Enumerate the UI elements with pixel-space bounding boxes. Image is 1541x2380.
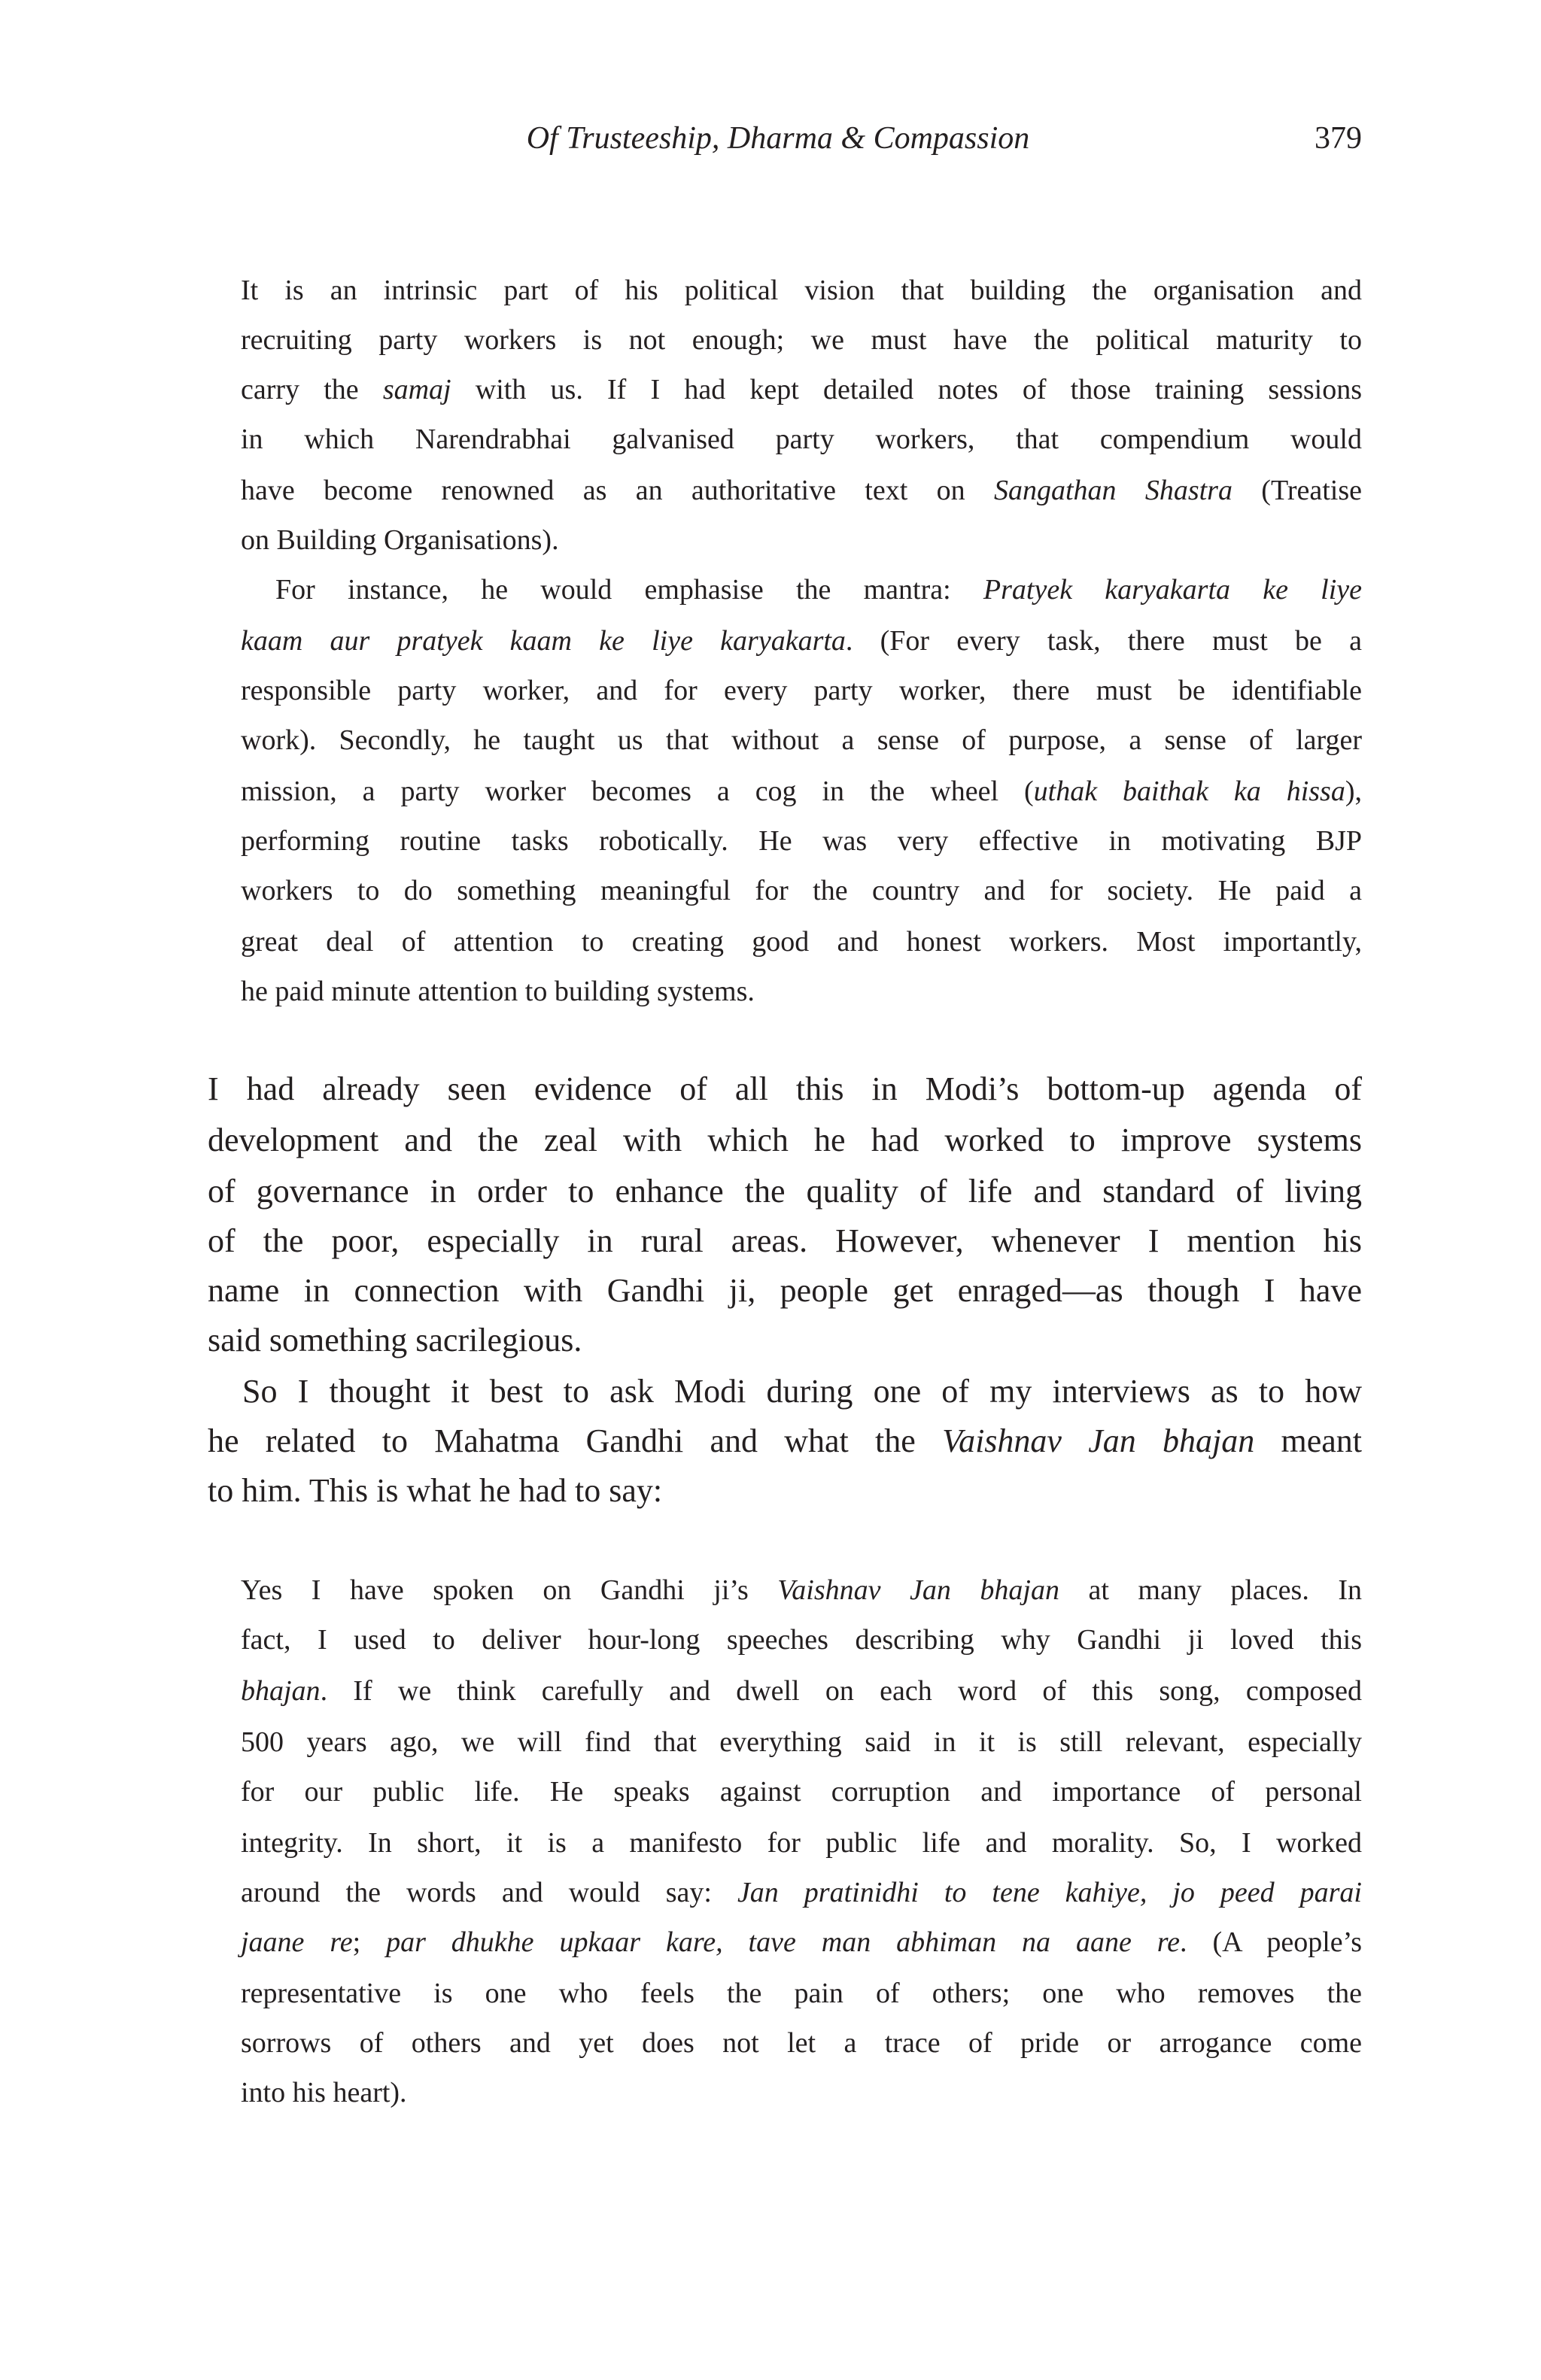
text-run: integrity. In short, it is a manifesto for public life and morality. So, I worked [241, 1827, 1362, 1859]
text-line [275, 571, 1362, 609]
text-line [241, 1672, 1362, 1710]
text-line [241, 371, 1362, 408]
text-run: meant [1254, 1422, 1363, 1459]
text-run: ), [1345, 776, 1363, 807]
text-run: on Building Organisations). [241, 524, 559, 556]
text-line [241, 2024, 1362, 2062]
text-line [208, 1270, 1362, 1312]
text-line [241, 1773, 1362, 1811]
text-line [241, 622, 1362, 660]
text-run: of governance in order to enhance the quality of life and standard of living [208, 1173, 1362, 1210]
text-line [241, 1874, 1362, 1911]
text-run: said something sacrilegious. [208, 1322, 582, 1358]
text-line [242, 1371, 1362, 1413]
text-run: work). Secondly, he taught us that without a sense of purpose, a sense of larger [241, 724, 1362, 756]
text-line [208, 1220, 1362, 1262]
text-run: workers to do something meaningful for the country and for society. He paid a [241, 875, 1362, 906]
text-run: at many places. In [1059, 1574, 1362, 1606]
text-line [241, 672, 1362, 709]
text-run: development and the zeal with which he had worked to improve systems [208, 1122, 1362, 1158]
text-run: . (For every task, there must be a [845, 625, 1362, 657]
text-line [241, 420, 1362, 458]
text-run: have become renowned as an authoritative text on [241, 475, 994, 506]
running-title: Of Trusteeship, Dharma & Compassion [526, 121, 1030, 156]
text-run: into his heart). [241, 2077, 407, 2108]
italic-text: jaane re [241, 1926, 353, 1958]
text-run: sorrows of others and yet does not let a trace of pride or arrogance come [241, 2027, 1362, 2059]
text-line [241, 872, 1362, 909]
text-line [241, 923, 1362, 961]
text-run: So I thought it best to ask Modi during one of my interviews as to how [242, 1373, 1362, 1410]
italic-text: Pratyek karyakarta ke liye [983, 574, 1363, 606]
italic-text: Vaishnav Jan bhajan [777, 1574, 1059, 1606]
page-number: 379 [1315, 121, 1362, 156]
text-run: he paid minute attention to building systems. [241, 976, 755, 1007]
text-run: For instance, he would emphasise the mantra: [275, 574, 983, 606]
text-run: 500 years ago, we will find that everything said in it is still relevant, especially [241, 1726, 1362, 1758]
text-run: carry the [241, 374, 383, 405]
text-run: recruiting party workers is not enough; we must have the political maturity to [241, 324, 1362, 356]
text-line [241, 2074, 1362, 2111]
text-run: he related to Mahatma Gandhi and what the [208, 1422, 943, 1459]
text-run: (Treatise [1232, 475, 1362, 506]
text-line [241, 773, 1362, 810]
text-line [241, 272, 1362, 309]
text-line [208, 1170, 1362, 1213]
italic-text: Jan pratinidhi to tene kahiye, jo peed parai [737, 1877, 1362, 1908]
text-run: ; [352, 1926, 387, 1958]
text-line [241, 973, 1362, 1010]
text-run: representative is one who feels the pain of others; one who removes the [241, 1978, 1362, 2009]
text-run: of the poor, especially in rural areas. However, whenever I mention his [208, 1222, 1362, 1259]
italic-text: Sangathan Shastra [993, 475, 1232, 506]
text-line [241, 321, 1362, 359]
italic-text: kaam aur pratyek kaam ke liye karyakarta [241, 625, 846, 657]
text-run: great deal of attention to creating good and honest workers. Most importantly, [241, 926, 1362, 958]
text-run: . If we think carefully and dwell on each word of this song, composed [320, 1675, 1362, 1707]
text-line [241, 1923, 1362, 1961]
text-run: . (A people’s [1180, 1926, 1362, 1958]
text-line [241, 1975, 1362, 2012]
text-line [241, 721, 1362, 759]
text-run: mission, a party worker becomes a cog in the wheel ( [241, 776, 1034, 807]
text-run: responsible party worker, and for every party worker, there must be identifiable [241, 675, 1362, 706]
text-run: I had already seen evidence of all this in Modi’s bottom-up agenda of [208, 1070, 1362, 1107]
text-line [241, 1824, 1362, 1862]
italic-text: samaj [382, 374, 451, 405]
text-run: name in connection with Gandhi ji, people get enraged—as though I have [208, 1272, 1362, 1309]
text-run: to him. This is what he had to say: [208, 1472, 663, 1509]
text-line [241, 1723, 1362, 1761]
text-run: with us. If I had kept detailed notes of those training sessions [451, 374, 1362, 405]
text-run: It is an intrinsic part of his political vision that building the organisation and [241, 275, 1362, 306]
text-line [208, 1119, 1362, 1161]
text-run: in which Narendrabhai galvanised party workers, that compendium would [241, 423, 1362, 455]
text-line [241, 1571, 1362, 1609]
text-line [208, 1068, 1362, 1110]
text-line [241, 1621, 1362, 1659]
text-run: for our public life. He speaks against corruption and importance of personal [241, 1776, 1362, 1808]
italic-text: par dhukhe upkaar kare, tave man abhiman na aane re [386, 1926, 1181, 1958]
text-run: performing routine tasks robotically. He was very effective in motivating BJP [241, 825, 1362, 857]
italic-text: Vaishnav Jan bhajan [942, 1422, 1255, 1459]
text-line [208, 1420, 1362, 1462]
text-line [241, 822, 1362, 860]
text-run: Yes I have spoken on Gandhi ji’s [241, 1574, 778, 1606]
italic-text: bhajan [241, 1675, 321, 1707]
text-line [208, 1319, 1362, 1362]
text-run: around the words and would say: [241, 1877, 737, 1908]
text-line [241, 472, 1362, 509]
text-run: fact, I used to deliver hour-long speeches describing why Gandhi ji loved this [241, 1624, 1362, 1656]
italic-text: uthak baithak ka hissa [1033, 776, 1345, 807]
text-line [208, 1470, 1362, 1512]
text-line [241, 521, 1362, 559]
